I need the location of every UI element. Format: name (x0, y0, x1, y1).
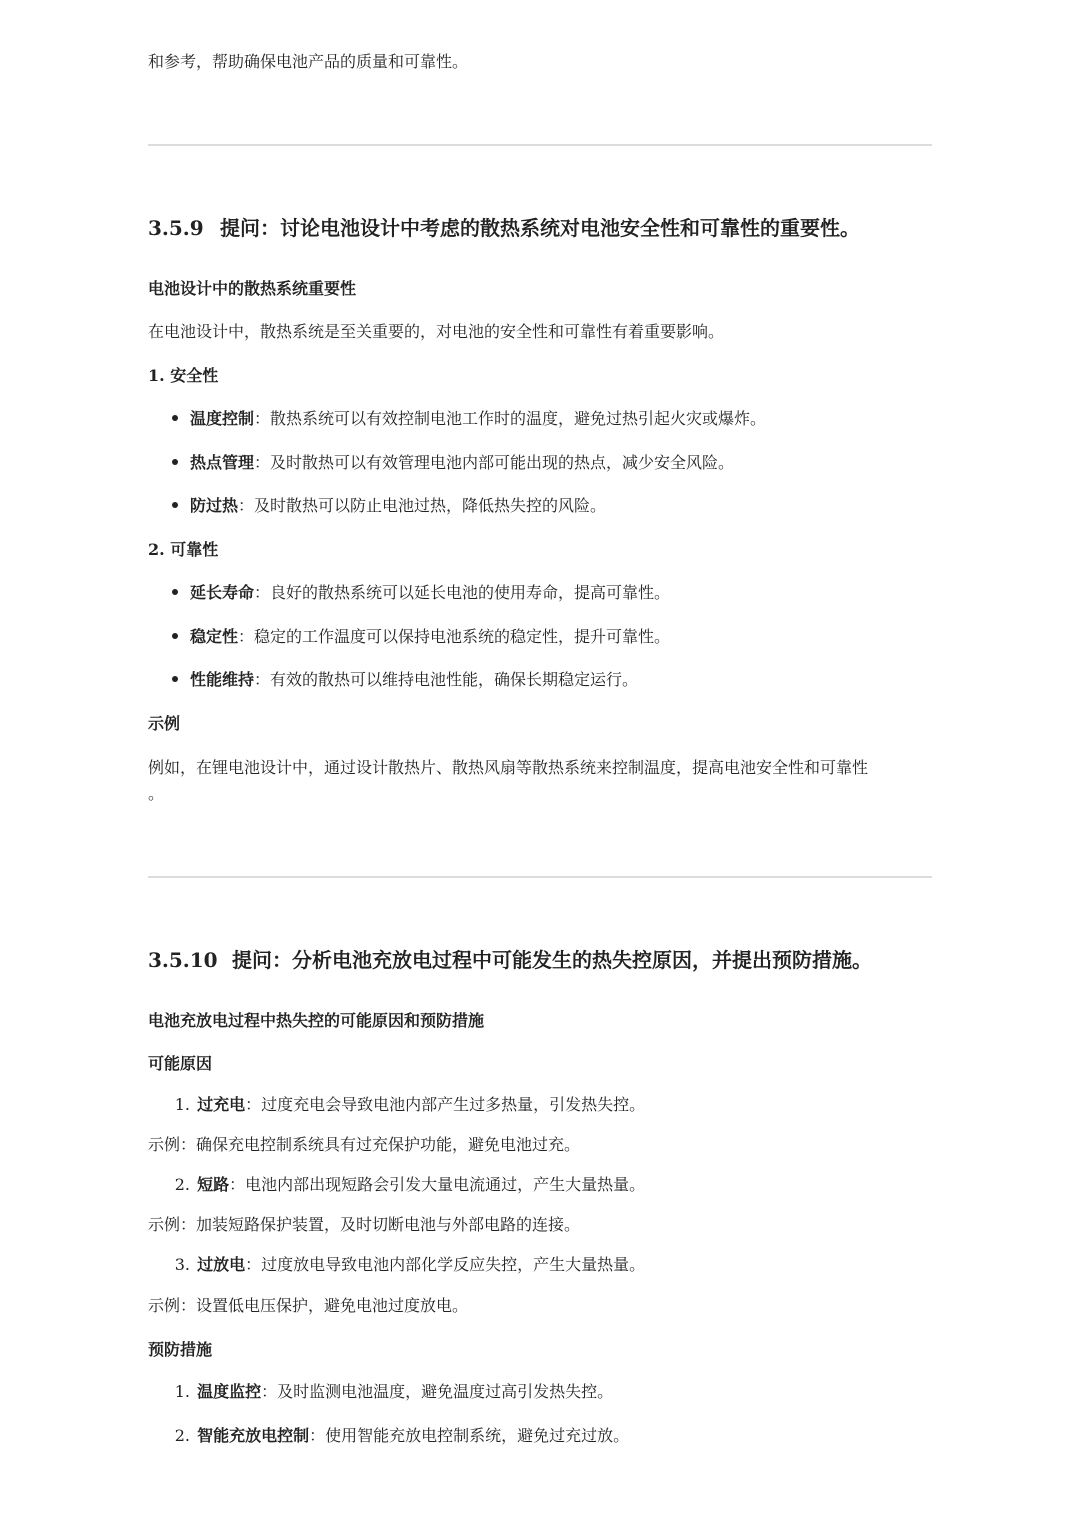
ordered-list-item: 2. 短路：电池内部出现短路会引发大量电流通过，产生大量热量。 (174, 1175, 646, 1194)
list-item: 温度控制：散热系统可以有效控制电池工作时的温度，避免过热引起火灾或爆炸。 (172, 407, 766, 431)
cause-example: 示例：加装短路保护装置，及时切断电池与外部电路的连接。 (148, 1215, 581, 1234)
safety-heading: 1. 安全性 (148, 366, 219, 385)
section-heading-3-5-9 (148, 214, 860, 242)
ordered-list-item: 3. 过放电：过度放电导致电池内部化学反应失控，产生大量热量。 (174, 1255, 646, 1274)
section-number: 3.5.9 (148, 216, 204, 240)
subsection-title: 电池充放电过程中热失控的可能原因和预防措施 (148, 1011, 485, 1030)
example-paragraph: 例如，在锂电池设计中，通过设计散热片、散热风扇等散热系统来控制温度，提高电池安全性和可靠性 (148, 758, 869, 777)
example-paragraph-end: 。 (148, 784, 165, 803)
list-item: 性能维持：有效的散热可以维持电池性能，确保长期稳定运行。 (172, 668, 638, 692)
bullet-icon (172, 415, 178, 421)
horizontal-rule (148, 144, 932, 146)
cause-example: 示例：确保充电控制系统具有过充保护功能，避免电池过充。 (148, 1135, 581, 1154)
list-item: 稳定性：稳定的工作温度可以保持电池系统的稳定性，提升可靠性。 (172, 625, 670, 649)
cause-example: 示例：设置低电压保护，避免电池过度放电。 (148, 1296, 469, 1315)
bullet-icon (172, 589, 178, 595)
causes-heading: 可能原因 (148, 1054, 213, 1073)
bullet-icon (172, 459, 178, 465)
bullet-icon (172, 633, 178, 639)
section-heading-3-5-10 (148, 946, 872, 974)
continuation-text: 和参考，帮助确保电池产品的质量和可靠性。 (148, 52, 469, 71)
list-item: 热点管理：及时散热可以有效管理电池内部可能出现的热点，减少安全风险。 (172, 451, 734, 475)
horizontal-rule (148, 876, 932, 878)
measures-heading: 预防措施 (148, 1340, 213, 1359)
section-title: 提问：讨论电池设计中考虑的散热系统对电池安全性和可靠性的重要性。 (220, 216, 860, 240)
section-title: 提问：分析电池充放电过程中可能发生的热失控原因，并提出预防措施。 (232, 948, 872, 972)
ordered-list-item: 2. 智能充放电控制：使用智能充放电控制系统，避免过充过放。 (174, 1426, 630, 1445)
reliability-heading: 2. 可靠性 (148, 540, 219, 559)
bullet-icon (172, 502, 178, 508)
example-heading: 示例 (148, 714, 181, 733)
section-number: 3.5.10 (148, 948, 218, 972)
subsection-title: 电池设计中的散热系统重要性 (148, 279, 357, 298)
list-item: 防过热：及时散热可以防止电池过热，降低热失控的风险。 (172, 494, 606, 518)
intro-paragraph: 在电池设计中，散热系统是至关重要的，对电池的安全性和可靠性有着重要影响。 (148, 322, 725, 341)
bullet-icon (172, 676, 178, 682)
ordered-list-item: 1. 温度监控：及时监测电池温度，避免温度过高引发热失控。 (174, 1382, 614, 1401)
ordered-list-item: 1. 过充电：过度充电会导致电池内部产生过多热量，引发热失控。 (174, 1095, 646, 1114)
list-item: 延长寿命：良好的散热系统可以延长电池的使用寿命，提高可靠性。 (172, 581, 670, 605)
